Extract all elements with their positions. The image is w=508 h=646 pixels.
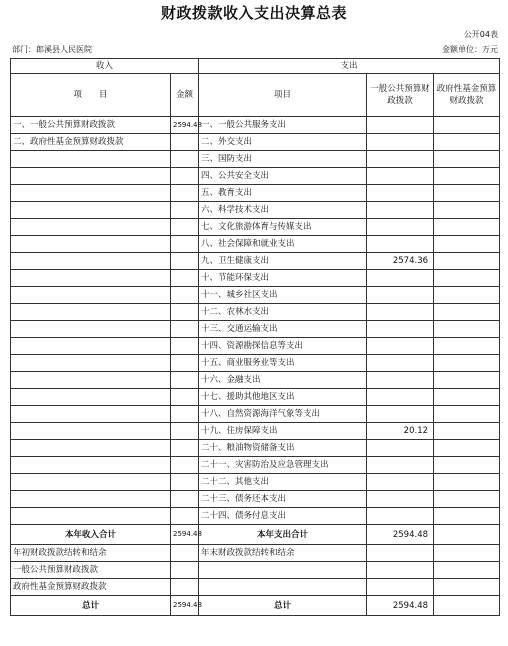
general-budget-cell — [367, 168, 434, 185]
table-row — [11, 202, 500, 219]
income-amount-cell — [171, 457, 199, 474]
expense-item-cell: 六、科学技术支出 — [199, 202, 367, 219]
expense-item-cell: 二十、粮油物资储备支出 — [199, 440, 367, 457]
expense-item-cell: 九、卫生健康支出 — [199, 253, 367, 270]
gov-fund-cell — [434, 168, 500, 185]
expense-item-cell: 十、节能环保支出 — [199, 270, 367, 287]
income-item-cell — [11, 202, 171, 219]
gov-fund-cell — [434, 423, 500, 440]
general-budget-cell — [367, 338, 434, 355]
income-amount-cell — [171, 508, 199, 525]
income-item-cell — [11, 491, 171, 508]
expense-total-value: 2594.48 — [367, 525, 434, 545]
income-item-cell — [11, 151, 171, 168]
income-item-cell — [11, 168, 171, 185]
income-amount-cell — [171, 440, 199, 457]
gov-fund-cell — [434, 287, 500, 304]
table-row — [11, 321, 500, 338]
table-row — [11, 270, 500, 287]
expense-item-cell: 四、公共安全支出 — [199, 168, 367, 185]
income-amount-cell — [171, 372, 199, 389]
carry-general-general — [367, 562, 434, 579]
table-row — [11, 423, 500, 440]
income-item-cell — [11, 372, 171, 389]
expense-item-header: 项目 — [199, 74, 367, 117]
carry-general-value — [171, 562, 199, 579]
table-row — [11, 117, 500, 134]
general-budget-cell — [367, 491, 434, 508]
income-header: 收入 — [11, 59, 199, 74]
expense-item-cell: 十四、资源勘探信息等支出 — [199, 338, 367, 355]
grand-total-expense: 2594.48 — [367, 596, 434, 616]
table-row — [11, 253, 500, 270]
income-item-cell — [11, 236, 171, 253]
budget-table — [10, 58, 500, 616]
table-row — [11, 508, 500, 525]
general-budget-cell — [367, 474, 434, 491]
carry-fund-fund — [434, 579, 500, 596]
income-amount-cell — [171, 168, 199, 185]
income-amount-cell — [171, 423, 199, 440]
table-row — [11, 168, 500, 185]
table-row — [11, 134, 500, 151]
carry-out-general — [367, 545, 434, 562]
gov-fund-cell — [434, 406, 500, 423]
table-row — [11, 457, 500, 474]
gov-fund-cell — [434, 304, 500, 321]
expense-item-cell: 二十二、其他支出 — [199, 474, 367, 491]
expense-item-cell: 十一、城乡社区支出 — [199, 287, 367, 304]
income-item-header: 项 目 — [11, 74, 171, 117]
expense-item-cell: 十五、商业服务业等支出 — [199, 355, 367, 372]
expense-item-cell: 十六、金融支出 — [199, 372, 367, 389]
carry-in-value — [171, 545, 199, 562]
total-row — [11, 525, 500, 545]
grand-total-fund — [434, 596, 500, 616]
table-row — [11, 185, 500, 202]
expense-total-label: 本年支出合计 — [199, 525, 367, 545]
table-body — [11, 117, 500, 525]
income-amount-cell — [171, 355, 199, 372]
income-amount-cell — [171, 389, 199, 406]
table-row — [11, 474, 500, 491]
general-budget-cell — [367, 202, 434, 219]
table-row — [11, 287, 500, 304]
gov-fund-cell — [434, 202, 500, 219]
department-label: 部门：郎溪县人民医院 — [12, 45, 92, 54]
table-row — [11, 151, 500, 168]
general-budget-cell — [367, 389, 434, 406]
header-row-top — [11, 59, 500, 74]
gov-fund-cell — [434, 134, 500, 151]
table-row — [11, 304, 500, 321]
general-budget-cell — [367, 355, 434, 372]
gov-fund-cell — [434, 236, 500, 253]
general-budget-cell — [367, 406, 434, 423]
income-total-value: 2594.48 — [171, 525, 199, 545]
expense-item-cell: 七、文化旅游体育与传媒支出 — [199, 219, 367, 236]
carry-out-label: 年末财政拨款结转和结余 — [199, 545, 367, 562]
income-amount-cell — [171, 151, 199, 168]
income-amount-cell — [171, 406, 199, 423]
income-item-cell — [11, 423, 171, 440]
carry-fund-label: 政府性基金预算财政拨款 — [11, 579, 171, 596]
carry-in-label: 年初财政拨款结转和结余 — [11, 545, 171, 562]
general-budget-cell — [367, 117, 434, 134]
unit-label: 金额单位：万元 — [442, 45, 498, 54]
carry-general-label: 一般公共预算财政拨款 — [11, 562, 171, 579]
gov-fund-cell — [434, 338, 500, 355]
income-item-cell — [11, 185, 171, 202]
general-budget-cell: 2574.36 — [367, 253, 434, 270]
gov-fund-cell — [434, 219, 500, 236]
income-amount-cell — [171, 270, 199, 287]
income-amount-cell: 2594.48 — [171, 117, 199, 134]
expense-header: 支出 — [199, 59, 500, 74]
general-budget-cell — [367, 372, 434, 389]
gov-fund-cell — [434, 117, 500, 134]
general-budget-cell — [367, 134, 434, 151]
expense-item-cell: 一、一般公共服务支出 — [199, 117, 367, 134]
expense-item-cell: 二十三、债务还本支出 — [199, 491, 367, 508]
table-row — [11, 355, 500, 372]
general-budget-cell — [367, 270, 434, 287]
table-row — [11, 406, 500, 423]
carry-row — [11, 545, 500, 562]
carry-fund-general — [367, 579, 434, 596]
income-item-cell — [11, 270, 171, 287]
table-row — [11, 219, 500, 236]
gov-fund-header: 政府性基金预算财政拨款 — [434, 74, 500, 117]
income-item-cell — [11, 253, 171, 270]
expense-item-cell: 十九、住房保障支出 — [199, 423, 367, 440]
income-total-label: 本年收入合计 — [11, 525, 171, 545]
general-budget-cell — [367, 321, 434, 338]
gov-fund-cell — [434, 508, 500, 525]
expense-item-cell: 三、国防支出 — [199, 151, 367, 168]
income-amount-cell — [171, 134, 199, 151]
table-row — [11, 389, 500, 406]
general-budget-cell — [367, 457, 434, 474]
income-amount-cell — [171, 253, 199, 270]
grand-total-expense-label: 总计 — [199, 596, 367, 616]
expense-item-cell: 五、教育支出 — [199, 185, 367, 202]
table-row — [11, 236, 500, 253]
expense-item-cell: 十二、农林水支出 — [199, 304, 367, 321]
income-amount-cell — [171, 185, 199, 202]
gov-fund-cell — [434, 491, 500, 508]
general-budget-cell — [367, 151, 434, 168]
grand-total-income: 2594.48 — [171, 596, 199, 616]
general-budget-cell — [367, 287, 434, 304]
grand-total-row — [11, 596, 500, 616]
income-item-cell — [11, 338, 171, 355]
income-item-cell — [11, 321, 171, 338]
gov-fund-cell — [434, 270, 500, 287]
gov-fund-cell — [434, 457, 500, 474]
income-item-cell — [11, 406, 171, 423]
gov-fund-cell — [434, 321, 500, 338]
grand-total-label: 总计 — [11, 596, 171, 616]
general-budget-cell — [367, 219, 434, 236]
gov-fund-cell — [434, 355, 500, 372]
general-budget-header: 一般公共预算财政拨款 — [367, 74, 434, 117]
general-budget-cell — [367, 304, 434, 321]
general-budget-cell — [367, 236, 434, 253]
header-row-columns — [11, 74, 500, 117]
carry-out-fund — [434, 545, 500, 562]
income-amount-cell — [171, 219, 199, 236]
table-row — [11, 372, 500, 389]
carry-fund-value — [171, 579, 199, 596]
income-amount-header: 金额 — [171, 74, 199, 117]
gov-fund-cell — [434, 474, 500, 491]
gov-fund-cell — [434, 185, 500, 202]
income-item-cell — [11, 304, 171, 321]
gov-fund-cell — [434, 151, 500, 168]
income-item-cell — [11, 355, 171, 372]
general-budget-cell — [367, 185, 434, 202]
general-budget-cell — [367, 440, 434, 457]
table-row — [11, 440, 500, 457]
income-amount-cell — [171, 236, 199, 253]
gov-fund-cell — [434, 253, 500, 270]
carry-general-expense — [199, 562, 367, 579]
carry-fund-row — [11, 579, 500, 596]
expense-item-cell: 二、外交支出 — [199, 134, 367, 151]
carry-general-fund — [434, 562, 500, 579]
expense-item-cell: 十七、援助其他地区支出 — [199, 389, 367, 406]
income-amount-cell — [171, 338, 199, 355]
expense-item-cell: 十三、交通运输支出 — [199, 321, 367, 338]
expense-item-cell: 二十一、灾害防治及应急管理支出 — [199, 457, 367, 474]
gov-fund-cell — [434, 372, 500, 389]
carry-general-row — [11, 562, 500, 579]
gov-fund-cell — [434, 389, 500, 406]
income-amount-cell — [171, 202, 199, 219]
income-item-cell: 二、政府性基金预算财政拨款 — [11, 134, 171, 151]
expense-item-cell: 二十四、债务付息支出 — [199, 508, 367, 525]
carry-fund-expense — [199, 579, 367, 596]
table-row — [11, 491, 500, 508]
expense-total-fund — [434, 525, 500, 545]
income-item-cell — [11, 389, 171, 406]
income-amount-cell — [171, 304, 199, 321]
income-item-cell — [11, 440, 171, 457]
income-item-cell — [11, 287, 171, 304]
income-item-cell — [11, 474, 171, 491]
expense-item-cell: 八、社会保障和就业支出 — [199, 236, 367, 253]
income-amount-cell — [171, 287, 199, 304]
income-item-cell — [11, 508, 171, 525]
income-amount-cell — [171, 321, 199, 338]
table-row — [11, 338, 500, 355]
page-title: 财政拨款收入支出决算总表 — [160, 4, 347, 22]
income-amount-cell — [171, 491, 199, 508]
income-item-cell: 一、一般公共预算财政拨款 — [11, 117, 171, 134]
form-number: 公开04表 — [463, 30, 498, 39]
income-item-cell — [11, 457, 171, 474]
general-budget-cell — [367, 508, 434, 525]
expense-item-cell: 十八、自然资源海洋气象等支出 — [199, 406, 367, 423]
general-budget-cell: 20.12 — [367, 423, 434, 440]
income-item-cell — [11, 219, 171, 236]
income-amount-cell — [171, 474, 199, 491]
gov-fund-cell — [434, 440, 500, 457]
